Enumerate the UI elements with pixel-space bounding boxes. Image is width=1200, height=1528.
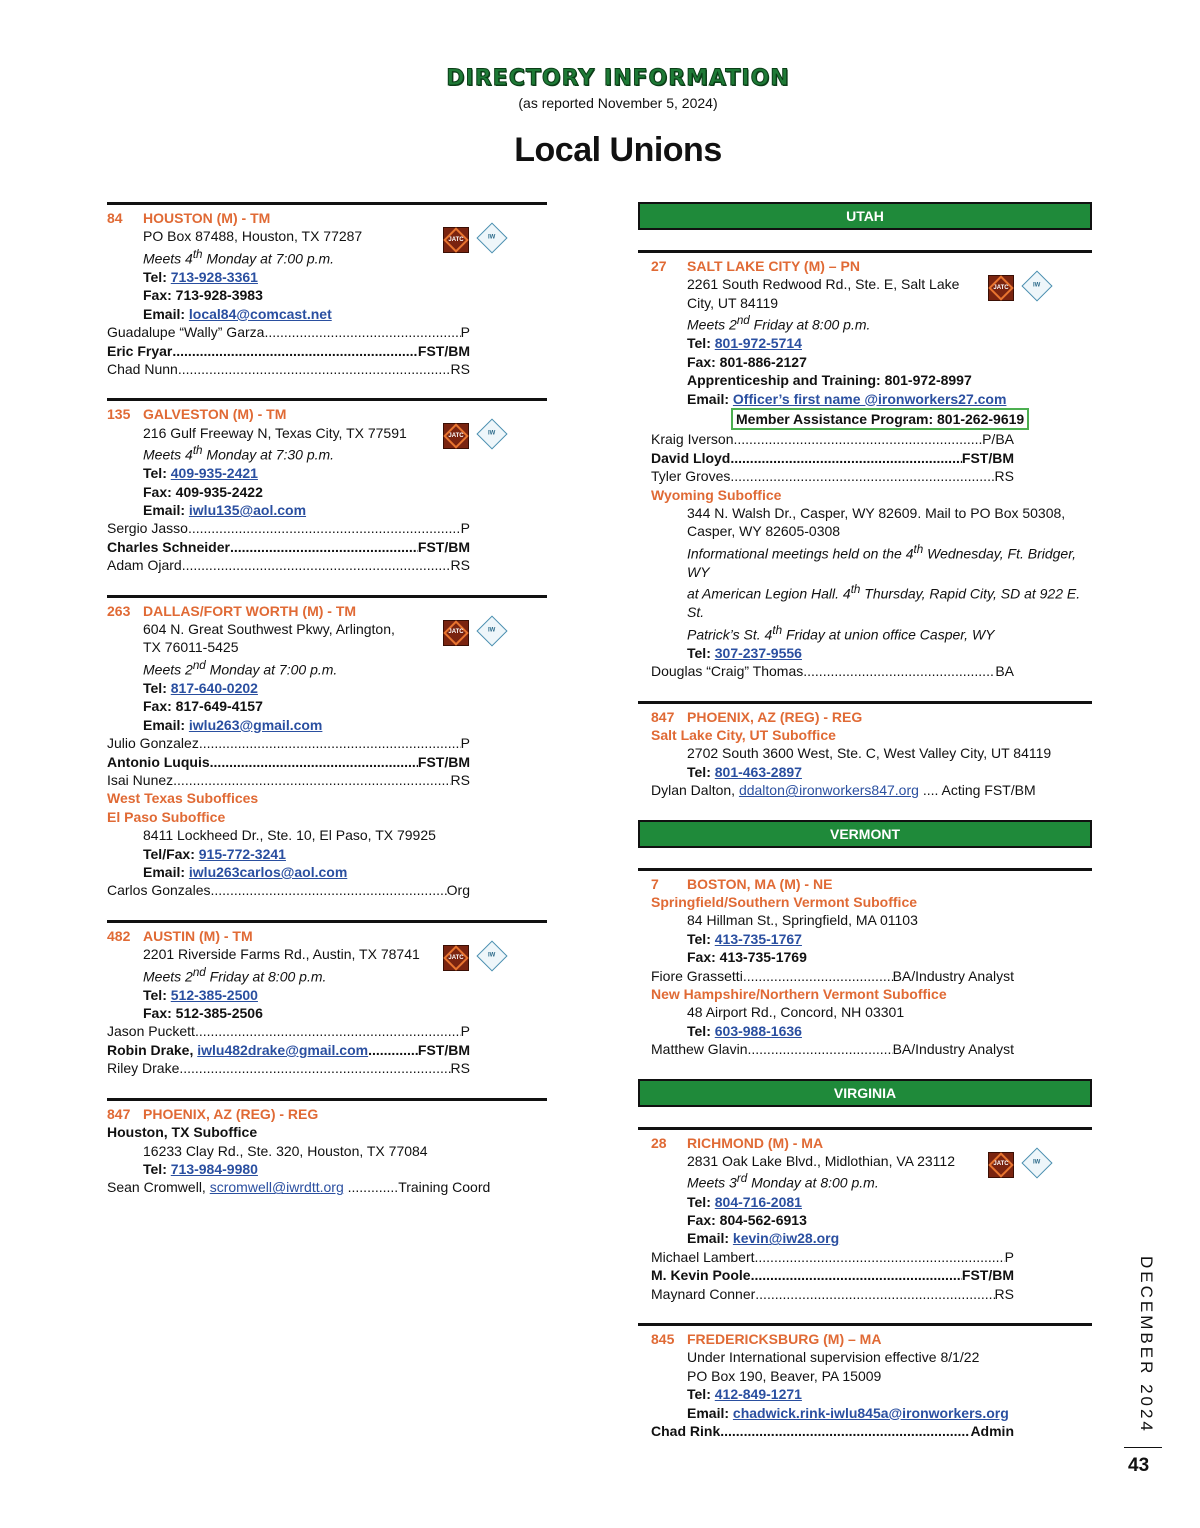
email-link[interactable]: local84@comcast.net [188, 305, 332, 322]
address: 2831 Oak Lake Blvd., Midlothian, VA 23112 [687, 1153, 955, 1170]
phone-link[interactable]: 915-772-3241 [198, 845, 286, 862]
phone: Tel: 603-988-1636 [687, 1022, 802, 1039]
supervision-note: Under International supervision effective 8/1/22 [687, 1349, 980, 1366]
address: 216 Gulf Freeway N, Texas City, TX 77591 [143, 424, 407, 441]
local-847-phoenix-houston [107, 1098, 547, 1197]
suboffice-heading: Salt Lake City, UT Suboffice [651, 726, 836, 743]
reported-date: (as reported November 5, 2024) [518, 95, 718, 111]
logo-group [443, 423, 503, 449]
officer-row: Adam Ojard ..... RS [107, 556, 470, 574]
phone: Tel: 409-935-2421 [143, 465, 258, 482]
directory-title: DIRECTORY INFORMATION [446, 66, 790, 91]
fax: Fax: 413-735-1769 [687, 949, 807, 966]
officer-row: Maynard Conner ..... RS [651, 1285, 1014, 1303]
email: Email: iwlu135@aol.com [143, 502, 307, 518]
local-heading: 28 RICHMOND (M) - MA [651, 1134, 824, 1151]
state-header-virginia: VIRGINIA [638, 1079, 1092, 1107]
email: Email: iwlu263@gmail.com [143, 716, 323, 733]
logo-group [988, 1152, 1048, 1178]
ironworkers-logo-icon: IW [1021, 270, 1052, 301]
logo-group [443, 620, 503, 646]
officer-row: Julio Gonzalez ..... P [107, 734, 470, 752]
officer-row: Chad Nunn ..... RS [107, 360, 470, 378]
phone-link[interactable]: 412-849-1271 [714, 1386, 802, 1403]
phone-link[interactable]: 801-972-5714 [714, 335, 802, 352]
fax: Fax: 713-928-3983 [143, 287, 263, 304]
address: 8411 Lockheed Dr., Ste. 10, El Paso, TX 79925 [143, 827, 436, 844]
email: Email: iwlu263carlos@aol.com [143, 863, 348, 880]
local-482-austin [107, 920, 547, 1078]
local-27-salt-lake-city [638, 250, 1092, 681]
officer-row: Carlos Gonzales ..... Org [107, 881, 470, 899]
phone-link[interactable]: 801-463-2897 [714, 763, 802, 780]
fax: Fax: 804-562-6913 [687, 1211, 807, 1228]
meeting-info: Meets 2nd Friday at 8:00 p.m. [687, 314, 871, 333]
address: 48 Airport Rd., Concord, NH 03301 [687, 1004, 905, 1021]
phone: Tel: 412-849-1271 [687, 1386, 802, 1403]
local-84-houston [107, 202, 547, 378]
phone: Tel: 413-735-1767 [687, 930, 802, 947]
contact-row: Dylan Dalton, ddalton@ironworkers847.org .... Acting FST/BM [651, 782, 1036, 799]
phone-link[interactable]: 603-988-1636 [714, 1022, 802, 1039]
page-number: 43 [1128, 1455, 1150, 1476]
local-135-galveston [107, 398, 547, 574]
jatc-logo-icon: JATC [443, 620, 469, 646]
address: 604 N. Great Southwest Pkwy, Arlington, [143, 621, 395, 638]
officer-row: Douglas “Craig” Thomas ..... BA [651, 662, 1014, 680]
phone-link[interactable]: 817-640-0202 [170, 679, 258, 696]
phone: Tel: 801-972-5714 [687, 335, 802, 352]
officer-row: Charles Schneider ..... FST/BM [107, 538, 470, 556]
local-heading: 847 PHOENIX, AZ (REG) - REG [651, 708, 863, 725]
fax: Fax: 801-886-2127 [687, 353, 807, 370]
phone-link[interactable]: 413-735-1767 [714, 930, 802, 947]
local-heading: 482 AUSTIN (M) - TM [107, 927, 253, 944]
officer-row: Jason Puckett ..... P [107, 1022, 470, 1040]
local-845-fredericksburg [638, 1323, 1092, 1440]
left-column [107, 202, 547, 1217]
logo-group [443, 227, 503, 253]
email-link[interactable]: chadwick.rink-iwlu845a@ironworkers.org [732, 1404, 1009, 1421]
phone: Tel: 713-928-3361 [143, 268, 258, 285]
address: PO Box 190, Beaver, PA 15009 [687, 1367, 882, 1384]
state-header-utah: UTAH [638, 202, 1092, 230]
officer-row: Matthew Glavin ..... BA/Industry Analyst [651, 1040, 1014, 1058]
local-28-richmond [638, 1127, 1092, 1303]
meeting-info: Informational meetings held on the 4th Wednesday, Ft. Bridger, WY [687, 542, 1076, 580]
ironworkers-logo-icon: IW [1021, 1147, 1052, 1178]
member-assistance-box: Member Assistance Program: 801-262-9619 [731, 408, 1029, 430]
local-heading: 84 HOUSTON (M) - TM [107, 210, 271, 226]
phone: Tel: 801-463-2897 [687, 763, 802, 780]
local-263-dallas [107, 595, 547, 900]
meeting-info: Meets 3rd Monday at 8:00 p.m. [687, 1172, 879, 1192]
phone-link[interactable]: 512-385-2500 [170, 986, 258, 1003]
phone: Tel: 713-984-9980 [143, 1160, 258, 1177]
suboffice-heading: New Hampshire/Northern Vermont Suboffice [651, 986, 947, 1003]
page-header [0, 66, 1200, 170]
jatc-logo-icon: JATC [443, 945, 469, 971]
phone: Tel: 512-385-2500 [143, 986, 258, 1003]
logo-group [988, 275, 1048, 301]
address: 2261 South Redwood Rd., Ste. E, Salt Lake [687, 276, 960, 293]
phone-link[interactable]: 409-935-2421 [170, 465, 258, 482]
email-link[interactable]: scromwell@iwrdtt.org [209, 1179, 344, 1196]
phone-link[interactable]: 713-928-3361 [170, 268, 258, 285]
local-7-boston [638, 868, 1092, 1059]
officer-row: Eric Fryar ..... FST/BM [107, 342, 470, 360]
address: 344 N. Walsh Dr., Casper, WY 82609. Mail to PO Box 50308, [687, 504, 1066, 521]
right-column [638, 202, 1092, 1460]
phone-link[interactable]: 307-237-9556 [714, 644, 802, 661]
email: Email: chadwick.rink-iwlu845a@ironworkers.org [687, 1404, 1009, 1421]
issue-date-vertical: DECEMBER 2024 [1137, 1256, 1156, 1434]
address: PO Box 87488, Houston, TX 77287 [143, 228, 363, 245]
local-heading: 7 BOSTON, MA (M) - NE [651, 875, 833, 892]
suboffice-heading: West Texas Suboffices [107, 790, 259, 807]
officer-row: Guadalupe “Wally” Garza ..... P [107, 323, 470, 341]
jatc-logo-icon: JATC [988, 275, 1014, 301]
address-line-2: City, UT 84119 [687, 294, 779, 311]
officer-row: Fiore Grassetti ..... BA/Industry Analyst [651, 967, 1014, 985]
fax: Fax: 512-385-2506 [143, 1005, 263, 1022]
state-header-vermont: VERMONT [638, 820, 1092, 848]
officer-row: Riley Drake ..... RS [107, 1059, 470, 1077]
jatc-logo-icon: JATC [443, 227, 469, 253]
jatc-logo-icon: JATC [443, 423, 469, 449]
suboffice-heading: El Paso Suboffice [107, 808, 226, 825]
email-link[interactable]: iwlu263carlos@aol.com [188, 863, 348, 880]
apprenticeship-phone: Apprenticeship and Training: 801-972-8997 [687, 372, 972, 389]
local-heading: 845 FREDERICKSBURG (M) – MA [651, 1330, 882, 1347]
email-link[interactable]: ddalton@ironworkers847.org [738, 782, 919, 799]
local-847-phoenix-slc [638, 701, 1092, 800]
address: 2201 Riverside Farms Rd., Austin, TX 78741 [143, 946, 420, 963]
officer-row: David Lloyd ..... FST/BM [651, 449, 1014, 467]
phone-link[interactable]: 804-716-2081 [714, 1193, 802, 1210]
phone: Tel/Fax: 915-772-3241 [143, 845, 286, 862]
logo-group [443, 945, 503, 971]
fax: Fax: 817-649-4157 [143, 698, 263, 715]
fax: Fax: 409-935-2422 [143, 483, 263, 500]
ironworkers-logo-icon: IW [476, 615, 507, 646]
officer-row: Michael Lambert ..... P [651, 1248, 1014, 1266]
meeting-info: Patrick’s St. 4th Friday at union office Casper, WY [687, 623, 995, 643]
ironworkers-logo-icon: IW [476, 222, 507, 253]
email-link[interactable]: iwlu482drake@gmail.com [197, 1041, 369, 1058]
ironworkers-logo-icon: IW [476, 940, 507, 971]
meeting-info: Meets 2nd Monday at 7:00 p.m. [143, 658, 338, 678]
local-heading: 135 GALVESTON (M) - TM [107, 406, 287, 423]
meeting-info: at American Legion Hall. 4th Thursday, Rapid City, SD at 922 E. St. [687, 583, 1081, 621]
page-title: Local Unions [514, 131, 722, 169]
phone: Tel: 804-716-2081 [687, 1193, 802, 1210]
meeting-info: Meets 4th Monday at 7:30 p.m. [143, 444, 335, 463]
suboffice-heading: Springfield/Southern Vermont Suboffice [651, 894, 918, 910]
email-link[interactable]: iwlu263@gmail.com [188, 716, 323, 733]
address-line-2: TX 76011-5425 [143, 639, 239, 656]
email: Email: kevin@iw28.org [687, 1230, 840, 1247]
phone: Tel: 817-640-0202 [143, 679, 258, 696]
local-heading: 263 DALLAS/FORT WORTH (M) - TM [107, 602, 357, 619]
ironworkers-logo-icon: IW [476, 419, 507, 450]
phone-link[interactable]: 713-984-9980 [170, 1160, 258, 1177]
officer-row: Isai Nunez ..... RS [107, 771, 470, 789]
officer-row: Kraig Iverson ..... P/BA [651, 430, 1014, 448]
meeting-info: Meets 4th Monday at 7:00 p.m. [143, 247, 335, 267]
officer-row: Chad Rink ..... Admin [651, 1422, 1014, 1440]
officer-row: Antonio Luquis ..... FST/BM [107, 753, 470, 771]
jatc-logo-icon: JATC [988, 1152, 1014, 1178]
email-link[interactable]: iwlu135@aol.com [188, 502, 307, 518]
meeting-info: Meets 2nd Friday at 8:00 p.m. [143, 965, 327, 985]
address: 2702 South 3600 West, Ste. C, West Valley City, UT 84119 [687, 745, 1052, 762]
local-heading: 27 SALT LAKE CITY (M) – PN [651, 258, 860, 274]
local-heading: 847 PHOENIX, AZ (REG) - REG [107, 1105, 319, 1122]
suboffice-heading: Houston, TX Suboffice [107, 1124, 258, 1141]
email: Email: local84@comcast.net [143, 305, 332, 322]
address: 84 Hillman St., Springfield, MA 01103 [687, 912, 918, 929]
suboffice-heading: Wyoming Suboffice [651, 486, 782, 503]
email-link[interactable]: kevin@iw28.org [732, 1230, 840, 1247]
page-number-rule [1124, 1447, 1162, 1448]
officer-row: Sergio Jasso ..... P [107, 519, 470, 537]
officer-row: M. Kevin Poole ..... FST/BM [651, 1266, 1014, 1284]
email: Email: Officer’s first name @ironworkers27.com [687, 390, 1007, 407]
officer-row: Robin Drake, iwlu482drake@gmail.com ..... FST/BM [107, 1041, 470, 1059]
email-link[interactable]: Officer’s first name @ironworkers27.com [732, 390, 1007, 407]
contact-row: Sean Cromwell, scromwell@iwrdtt.org .............Training Coord [107, 1179, 491, 1196]
address: 16233 Clay Rd., Ste. 320, Houston, TX 77084 [143, 1142, 428, 1159]
phone: Tel: 307-237-9556 [687, 644, 802, 661]
officer-row: Tyler Groves ..... RS [651, 467, 1014, 485]
address-line-2: Casper, WY 82605-0308 [687, 523, 841, 540]
